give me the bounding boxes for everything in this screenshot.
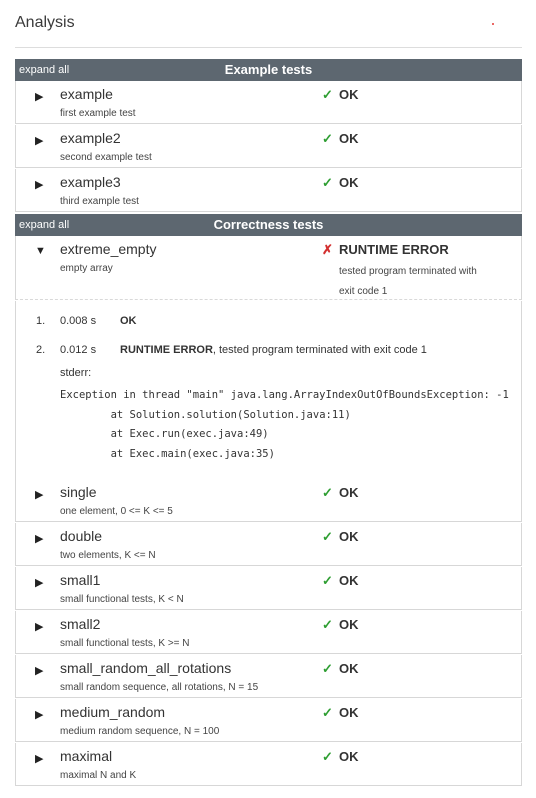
test-name: example3: [60, 174, 121, 190]
test-status: OK: [339, 617, 359, 632]
title-divider: [15, 47, 522, 48]
test-details-panel: [15, 301, 522, 480]
check-icon: ✓: [322, 485, 333, 500]
expand-triangle-icon[interactable]: ▶: [35, 179, 44, 191]
test-description: second example test: [60, 152, 152, 163]
test-description: small random sequence, all rotations, N = 15: [60, 682, 259, 693]
check-icon: ✓: [322, 131, 333, 146]
expand-triangle-icon[interactable]: ▶: [35, 621, 44, 633]
check-icon: ✓: [322, 529, 333, 544]
run-index: 1.: [36, 315, 46, 327]
run-time: 0.012 s: [60, 344, 97, 356]
test-row-extreme-empty[interactable]: [15, 236, 522, 300]
expand-all-correctness-button[interactable]: expand all: [19, 219, 70, 231]
test-name: single: [60, 484, 97, 500]
test-name: small_random_all_rotations: [60, 660, 232, 676]
expand-triangle-icon[interactable]: ▶: [35, 533, 44, 545]
stderr-output: Exception in thread "main" java.lang.ArrayIndexOutOfBoundsException: -1 at Solution.solution(Solution.java:11) at Exec.run(exec.java:49) at Exec.main(exec.java:35): [60, 389, 509, 460]
expand-triangle-icon[interactable]: ▶: [35, 665, 44, 677]
test-name: medium_random: [60, 704, 166, 720]
test-description: third example test: [60, 196, 139, 207]
test-status: OK: [339, 175, 359, 190]
test-status: OK: [339, 485, 359, 500]
test-row-example2[interactable]: [15, 125, 522, 168]
test-description: small functional tests, K < N: [60, 594, 184, 605]
test-name: small2: [60, 616, 101, 632]
test-row-example3[interactable]: [15, 169, 522, 212]
test-row-maximal[interactable]: [15, 743, 522, 786]
test-status: OK: [339, 529, 359, 544]
test-status: OK: [339, 705, 359, 720]
test-row-single[interactable]: [15, 479, 522, 522]
expand-triangle-icon[interactable]: ▶: [35, 91, 44, 103]
run-result: [120, 344, 427, 356]
test-row-double[interactable]: [15, 523, 522, 566]
run-index: 2.: [36, 344, 46, 356]
test-description: first example test: [60, 108, 136, 119]
notification-dot: [492, 23, 494, 25]
expand-triangle-icon[interactable]: ▶: [35, 489, 44, 501]
section-title: Correctness tests: [213, 217, 324, 232]
test-row-medium-random[interactable]: [15, 699, 522, 742]
test-description: small functional tests, K >= N: [60, 638, 190, 649]
page-title: Analysis: [15, 14, 75, 31]
stderr-label: stderr:: [60, 367, 92, 379]
check-icon: ✓: [322, 749, 333, 764]
test-name: example2: [60, 130, 121, 146]
test-status: OK: [339, 87, 359, 102]
test-description: maximal N and K: [60, 770, 137, 781]
check-icon: ✓: [322, 705, 333, 720]
run-time: 0.008 s: [60, 315, 97, 327]
test-name: double: [60, 528, 103, 544]
test-status: OK: [339, 661, 359, 676]
test-name: maximal: [60, 748, 113, 764]
check-icon: ✓: [322, 661, 333, 676]
test-row-small-random-all-rotations[interactable]: [15, 655, 522, 698]
test-status: OK: [339, 573, 359, 588]
section-header-correctness-tests: [15, 214, 522, 236]
test-name: small1: [60, 572, 101, 588]
test-status: OK: [339, 131, 359, 146]
status-detail-line: tested program terminated with: [339, 266, 477, 277]
test-status: OK: [339, 749, 359, 764]
status-detail-line: exit code 1: [339, 286, 388, 297]
test-description: one element, 0 <= K <= 5: [60, 506, 173, 517]
expand-triangle-icon[interactable]: ▶: [35, 753, 44, 765]
test-description: two elements, K <= N: [60, 550, 156, 561]
expand-all-example-button[interactable]: expand all: [19, 64, 70, 76]
section-title: Example tests: [224, 62, 313, 77]
status-detail: [339, 262, 514, 302]
test-description: medium random sequence, N = 100: [60, 726, 220, 737]
expand-triangle-icon[interactable]: ▶: [35, 135, 44, 147]
check-icon: ✓: [322, 87, 333, 102]
run-result-status: RUNTIME ERROR: [120, 344, 213, 356]
test-row-small2[interactable]: [15, 611, 522, 654]
test-description: empty array: [60, 263, 113, 274]
test-row-small1[interactable]: [15, 567, 522, 610]
cross-icon: ✗: [322, 242, 333, 257]
run-result-status: OK: [120, 315, 137, 327]
run-result: [120, 315, 137, 327]
test-name: extreme_empty: [60, 241, 157, 257]
check-icon: ✓: [322, 175, 333, 190]
section-header-example-tests: [15, 59, 522, 81]
expand-triangle-icon[interactable]: ▶: [35, 709, 44, 721]
check-icon: ✓: [322, 617, 333, 632]
test-name: example: [60, 86, 113, 102]
test-status: RUNTIME ERROR: [339, 242, 449, 257]
check-icon: ✓: [322, 573, 333, 588]
expand-triangle-icon[interactable]: ▶: [35, 577, 44, 589]
test-row-example[interactable]: [15, 81, 522, 124]
collapse-triangle-icon[interactable]: ▼: [35, 245, 46, 257]
run-result-detail: , tested program terminated with exit code 1: [212, 344, 427, 356]
